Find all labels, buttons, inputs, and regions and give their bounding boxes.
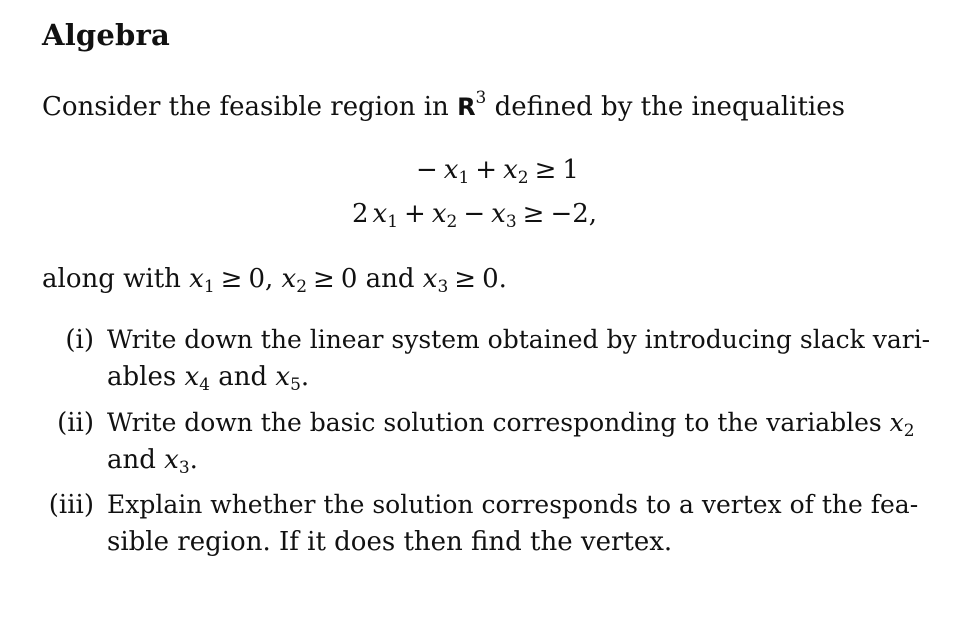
geq-sign: ≥: [534, 155, 557, 185]
intro-sentence: [42, 88, 845, 122]
variable-x: x: [491, 199, 506, 229]
inequality-1: [410, 155, 579, 188]
inequality-rhs: 1: [562, 155, 579, 185]
variable-x: x: [164, 445, 179, 475]
variable-x: x: [281, 264, 297, 294]
variable-x: x: [275, 362, 291, 392]
part-iii-line-1: Explain whether the solution corresponds to a vertex of the fea-: [107, 490, 919, 519]
subscript: 1: [387, 212, 399, 232]
variable-x: x: [889, 408, 904, 437]
period: .: [189, 445, 198, 475]
variable-x: x: [189, 264, 204, 294]
subscript: 2: [517, 168, 529, 188]
minus-sign: −: [416, 155, 438, 185]
subscript: 2: [903, 421, 915, 441]
subscript: 2: [446, 212, 458, 232]
geq-sign: ≥: [313, 264, 335, 294]
subscript: 3: [437, 277, 449, 297]
subscript: 2: [296, 277, 308, 297]
constraint-value: 0,: [248, 264, 274, 294]
coefficient: 2: [352, 199, 369, 229]
part-i-line-2: [107, 362, 309, 395]
part-iii-line-2: sible region. If it does then find the vertex.: [107, 527, 673, 557]
text: and: [107, 445, 165, 475]
plus-sign: +: [404, 199, 426, 229]
subscript: 5: [290, 375, 301, 395]
part-ii-line-2: [107, 445, 198, 478]
part-i-label: (i): [65, 325, 94, 355]
variable-x: x: [422, 264, 438, 294]
variable-x: x: [503, 155, 518, 185]
subscript: 3: [505, 212, 517, 232]
and-text: and: [357, 264, 423, 294]
geq-sign: ≥: [454, 264, 477, 294]
plus-sign: +: [475, 155, 498, 185]
real-numbers-symbol: R: [457, 93, 476, 121]
text: ables: [107, 362, 185, 392]
text: Write down the basic solution corresponding to the variables: [107, 408, 890, 437]
subscript: 1: [458, 168, 470, 188]
inequality-rhs: −2,: [550, 199, 598, 229]
constraint-value: 0: [340, 264, 358, 294]
and-text: and: [209, 362, 276, 392]
part-i-line-1: Write down the linear system obtained by introducing slack vari-: [107, 325, 931, 354]
subscript: 1: [203, 277, 215, 297]
part-ii-label: (ii): [57, 408, 94, 438]
subscript: 3: [178, 458, 190, 478]
along-with-text: along with: [42, 264, 190, 294]
geq-sign: ≥: [522, 199, 545, 229]
intro-text-after: defined by the inequalities: [486, 92, 845, 122]
variable-x: x: [184, 362, 200, 392]
section-heading: Algebra: [42, 18, 170, 52]
subscript: 4: [199, 375, 210, 395]
intro-text-before: Consider the feasible region in: [42, 92, 458, 122]
part-iii-label: (iii): [48, 490, 94, 520]
constraint-value: 0.: [482, 264, 507, 294]
nonnegativity-constraints: [42, 264, 507, 297]
minus-sign: −: [463, 199, 486, 229]
part-ii-line-1: [107, 408, 915, 441]
dimension-exponent: 3: [475, 88, 487, 108]
inequality-2: [352, 199, 597, 232]
variable-x: x: [443, 155, 459, 185]
geq-sign: ≥: [220, 264, 243, 294]
period: .: [300, 362, 310, 392]
variable-x: x: [431, 199, 447, 229]
variable-x: x: [372, 199, 388, 229]
